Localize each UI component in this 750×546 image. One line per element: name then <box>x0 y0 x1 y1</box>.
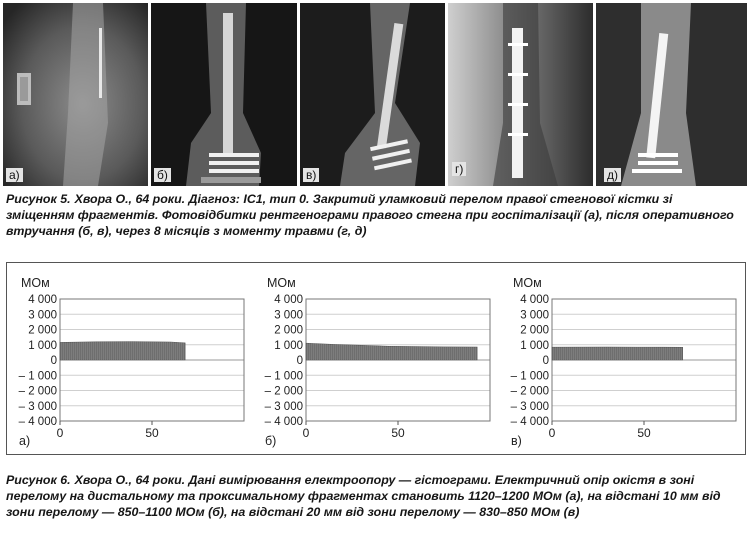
x-tick-label: 50 <box>391 426 405 440</box>
xray-panel-e <box>596 3 747 186</box>
panel-label: б) <box>265 434 277 448</box>
figure6-caption <box>6 472 744 520</box>
x-tick-label: 0 <box>302 426 310 440</box>
figure5-caption-number: Рисунок 5. <box>6 192 71 206</box>
y-tick-label: 2 000 <box>520 324 549 337</box>
y-tick-label: – 2 000 <box>510 385 549 398</box>
histogram-chart-c <box>499 263 745 454</box>
y-tick-label: 3 000 <box>274 309 303 322</box>
y-tick-label: 1 000 <box>28 339 57 352</box>
y-tick-label: 3 000 <box>520 309 549 322</box>
y-tick-label: – 1 000 <box>510 370 549 383</box>
xray-panel-d <box>448 3 593 186</box>
figure5-caption-text: Хвора О., 64 роки. Діагноз: ІС1, тип 0. Закритий уламковий перелом правої стегнової кістки зі зміщенням фрагментів. Фотовідбитки рентгенограми правого стегна при госпіталізації (а), після оперативного втручання (б, в), через 8 місяців з моменту травми (г, д) <box>6 192 734 238</box>
x-tick-label: 50 <box>637 426 651 440</box>
y-tick-label: – 4 000 <box>18 416 57 428</box>
y-tick-label: 2 000 <box>274 324 303 337</box>
histogram-bars <box>60 342 185 360</box>
y-tick-label: – 4 000 <box>510 416 549 428</box>
y-tick-label: 4 000 <box>274 294 303 306</box>
y-axis-unit-label: МОм <box>21 276 50 290</box>
histogram-chart-b <box>253 263 499 454</box>
xray-panel-c <box>300 3 445 186</box>
panel-label-c: в) <box>303 168 319 182</box>
xray-image-e <box>596 3 747 186</box>
y-tick-label: 4 000 <box>520 294 549 306</box>
panel-label-a: а) <box>6 168 23 182</box>
y-tick-label: 4 000 <box>28 294 57 306</box>
y-axis-unit-label: МОм <box>267 276 296 290</box>
x-tick-label: 50 <box>145 426 159 440</box>
xray-image-c <box>300 3 445 186</box>
panel-label: в) <box>511 434 522 448</box>
x-tick-label: 0 <box>56 426 64 440</box>
histogram-chart-a <box>7 263 253 454</box>
y-tick-label: – 1 000 <box>18 370 57 383</box>
xray-image-a <box>3 3 148 186</box>
x-tick-label: 0 <box>548 426 556 440</box>
y-tick-label: 1 000 <box>274 339 303 352</box>
figure5-caption <box>6 191 744 239</box>
y-tick-label: 1 000 <box>520 339 549 352</box>
panel-label: а) <box>19 434 31 448</box>
histogram-figure <box>6 262 746 455</box>
y-tick-label: 2 000 <box>28 324 57 337</box>
y-tick-label: – 3 000 <box>510 400 549 413</box>
y-tick-label: 0 <box>296 355 303 367</box>
panel-label-e: д) <box>604 168 621 182</box>
xray-figure <box>3 3 747 186</box>
xray-panel-b <box>151 3 297 186</box>
y-tick-label: 3 000 <box>28 309 57 322</box>
figure6-caption-number: Рисунок 6. <box>6 473 71 487</box>
xray-image-b <box>151 3 297 186</box>
y-tick-label: – 1 000 <box>264 370 303 383</box>
panel-label-b: б) <box>154 168 171 182</box>
y-tick-label: – 2 000 <box>264 385 303 398</box>
y-tick-label: – 4 000 <box>264 416 303 428</box>
xray-image-d <box>448 3 593 186</box>
panel-label-d: г) <box>452 162 466 176</box>
y-axis-unit-label: МОм <box>513 276 542 290</box>
y-tick-label: 0 <box>50 355 57 367</box>
figure6-caption-text: Хвора О., 64 роки. Дані вимірювання електроопору — гістограми. Електричний опір окістя в зоні перелому на дистальному та проксимальному фрагментах становить 1120–1200 МОм (а), на відстані 10 мм від зони перелому — 850–1100 МОм (б), на відстані 20 мм від зони перелому — 830–850 МОм (в) <box>6 473 721 519</box>
y-tick-label: – 3 000 <box>264 400 303 413</box>
y-tick-label: – 3 000 <box>18 400 57 413</box>
xray-panel-a <box>3 3 148 186</box>
y-tick-label: 0 <box>542 355 549 367</box>
y-tick-label: – 2 000 <box>18 385 57 398</box>
